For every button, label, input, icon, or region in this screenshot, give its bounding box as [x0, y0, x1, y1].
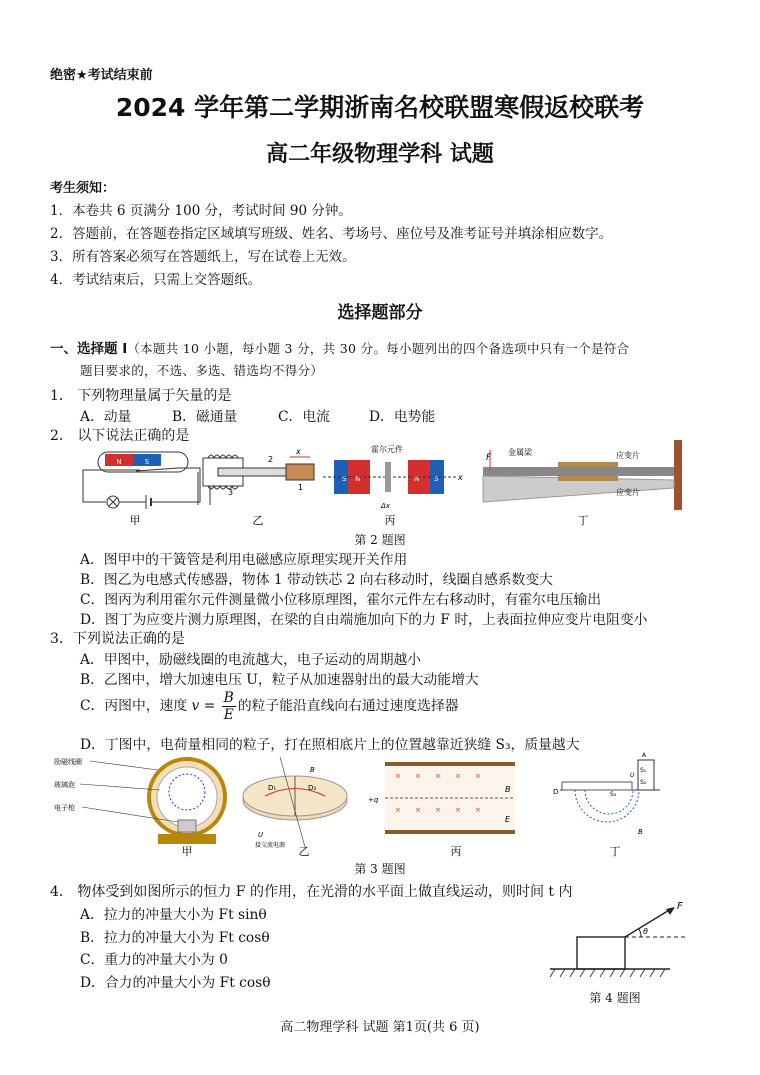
q2-bing-n1: N [355, 475, 361, 483]
q3-jia-coil: 励磁线圈 [54, 758, 82, 766]
q3-fig-bing [368, 762, 515, 834]
q4-option-c: C．重力的冲量大小为 0 [80, 952, 228, 968]
q3-fig-jia [54, 757, 225, 844]
q2-option-c: C．图丙为利用霍尔元件测量微小位移原理图，霍尔元件左右移动时，有霍尔电压输出 [80, 592, 602, 608]
notice-item-3: 3．所有答案必须写在答题纸上，写在试卷上无效。 [50, 249, 356, 265]
q2-bing-hall: 霍尔元件 [371, 445, 403, 454]
q2-yi-x: x [296, 447, 301, 456]
q3-fig-ding [553, 752, 660, 836]
exam-subtitle: 高二年级物理学科 试题 [266, 142, 494, 167]
q3-frac-lhs: v = [191, 698, 216, 714]
q3-fig-yi [243, 757, 347, 849]
q4-label-theta: θ [643, 927, 648, 936]
q3-option-c-post: 的粒子能沿直线向右通过速度选择器 [237, 698, 459, 714]
q2-ding-gauge1: 应变片 [616, 451, 640, 460]
q3-figures [50, 752, 670, 857]
part1-instructions [50, 338, 720, 382]
q4-option-d: D．合力的冲量大小为 Ft cosθ [80, 975, 271, 991]
notice-item-4: 4．考试结束后，只需上交答题纸。 [50, 272, 262, 288]
q2-yi-num3: 3 [228, 488, 234, 497]
q2-label-ding: 丁 [577, 514, 589, 527]
q3-jia-bulb: 玻璃泡 [54, 781, 75, 789]
notice-item-1: 1．本卷共 6 页满分 100 分，考试时间 90 分钟。 [50, 203, 352, 219]
q3-yi-b: B [310, 766, 315, 774]
q2-yi-num1: 1 [298, 483, 304, 492]
q3-label-bing: 丙 [450, 845, 462, 857]
q3-frac-num: B [223, 690, 234, 706]
q3-yi-d2: D₂ [308, 784, 317, 792]
q2-fig-jia [83, 452, 200, 509]
svg-text:×: × [455, 806, 461, 814]
q4-label-f: F [677, 901, 683, 912]
page-footer: 高二物理学科 试题 第1页(共 6 页) [280, 1020, 480, 1035]
q2-bing-n2: N [414, 475, 420, 483]
q3-caption: 第 3 题图 [354, 862, 406, 876]
q3-option-c [80, 690, 459, 723]
section-title: 选择题部分 [337, 303, 423, 323]
q3-yi-d1: D₁ [268, 784, 277, 792]
q3-option-a: A．甲图中，励磁线圈的电流越大，电子运动的周期越小 [80, 652, 422, 668]
q2-label-jia: 甲 [129, 514, 141, 527]
q2-option-a: A．图甲中的干簧管是利用电磁感应原理实现开关作用 [80, 552, 408, 568]
notice-heading: 考生须知： [50, 181, 116, 196]
q1-option-a: A．动量 [80, 409, 132, 425]
q4-figure [545, 895, 695, 985]
q1-option-b: B．磁通量 [172, 409, 238, 425]
q3-ding-a: A [642, 752, 647, 759]
q3-bing-b: B [505, 785, 511, 794]
q3-stem: 3．下列说法正确的是 [50, 631, 185, 647]
q3-label-yi: 乙 [298, 845, 310, 857]
q2-ding-beam: 金属梁 [508, 448, 532, 457]
q3-fraction [222, 690, 236, 723]
exam-title: 2024 学年第二学期浙南名校联盟寒假返校联考 [115, 93, 645, 122]
svg-text:×: × [415, 806, 421, 814]
q1-option-c: C．电流 [278, 409, 330, 425]
q3-ding-s2: S₂ [640, 779, 647, 786]
q2-yi-num2: 2 [268, 455, 274, 464]
q3-ding-u: U [630, 772, 635, 779]
q4-option-a: A．拉力的冲量大小为 Ft sinθ [80, 907, 267, 923]
q3-yi-u: U [258, 831, 264, 839]
svg-text:×: × [435, 772, 441, 780]
q2-bing-x: x [458, 473, 463, 482]
svg-text:×: × [455, 772, 461, 780]
q3-yi-ac: 接交流电源 [255, 842, 286, 849]
q2-option-d: D．图丁为应变片测力原理图，在梁的自由端施加向下的力 F 时，上表面拉伸应变片电阻变小 [80, 612, 648, 628]
q3-label-ding: 丁 [609, 845, 621, 857]
svg-text:×: × [395, 806, 401, 814]
q3-ding-d: D [553, 788, 559, 796]
svg-text:×: × [475, 806, 481, 814]
q3-frac-den: E [223, 707, 234, 723]
q2-caption: 第 2 题图 [354, 533, 406, 547]
svg-text:×: × [415, 772, 421, 780]
q2-figures [78, 440, 718, 530]
q3-label-jia: 甲 [181, 845, 193, 857]
q1-option-d: D．电势能 [369, 409, 436, 425]
q3-jia-gun: 电子枪 [54, 804, 75, 812]
q2-fig-yi [198, 447, 314, 505]
q2-label-bing: 丙 [384, 514, 396, 527]
q2-fig-ding [483, 440, 682, 510]
q1-stem: 1． 下列物理量属于矢量的是 [50, 388, 232, 404]
svg-text:×: × [395, 772, 401, 780]
q2-fig-bing [323, 444, 463, 510]
part1-label: 一、选择题 I [50, 341, 128, 357]
svg-text:×: × [435, 806, 441, 814]
q2-ding-gauge2: 应变片 [616, 488, 640, 497]
q4-option-b: B．拉力的冲量大小为 Ft cosθ [80, 930, 270, 946]
q3-bing-e: E [505, 815, 511, 824]
q2-bing-dx: Δx [381, 502, 390, 510]
q2-label-yi: 乙 [252, 514, 264, 527]
notice-item-2: 2．答题前，在答题卷指定区域填写班级、姓名、考场号、座位号及准考证号并填涂相应数字。 [50, 226, 613, 242]
q3-ding-s1: S₁ [640, 767, 647, 774]
q2-jia-n: N [116, 458, 122, 466]
q2-stem: 2． 以下说法正确的是 [50, 428, 190, 444]
svg-text:×: × [475, 772, 481, 780]
q3-ding-b: B [638, 828, 643, 836]
q3-bing-q: +q [368, 796, 379, 804]
q3-option-c-pre: C．丙图中，速度 [80, 698, 188, 714]
q3-option-d: D．丁图中，电荷量相同的粒子，打在照相底片上的位置越靠近狭缝 S₃，质量越大 [80, 737, 580, 753]
part1-rest: （本题共 10 小题，每小题 3 分，共 30 分。每小题列出的四个备选项中只有一个是符合 [127, 341, 630, 356]
confidential-mark: 绝密★考试结束前 [50, 68, 153, 83]
q2-bing-s1: S [342, 475, 347, 483]
q2-option-b: B．图乙为电感式传感器，物体 1 带动铁芯 2 向右移动时，线圈自感系数变大 [80, 572, 553, 588]
q4-caption: 第 4 题图 [589, 991, 641, 1005]
q2-jia-s: S [144, 458, 150, 466]
q2-ding-f: F [486, 453, 492, 463]
q3-ding-s3: S₃ [610, 791, 617, 798]
q4-stem: 4． 物体受到如图所示的恒力 F 的作用，在光滑的水平面上做直线运动，则时间 t 内 [50, 884, 573, 900]
q3-option-b: B．乙图中，增大加速电压 U，粒子从加速器射出的最大动能增大 [80, 672, 479, 688]
part1-rest2: 题目要求的，不选、多选、错选均不得分） [80, 363, 324, 378]
q2-bing-s2: S [434, 475, 439, 483]
